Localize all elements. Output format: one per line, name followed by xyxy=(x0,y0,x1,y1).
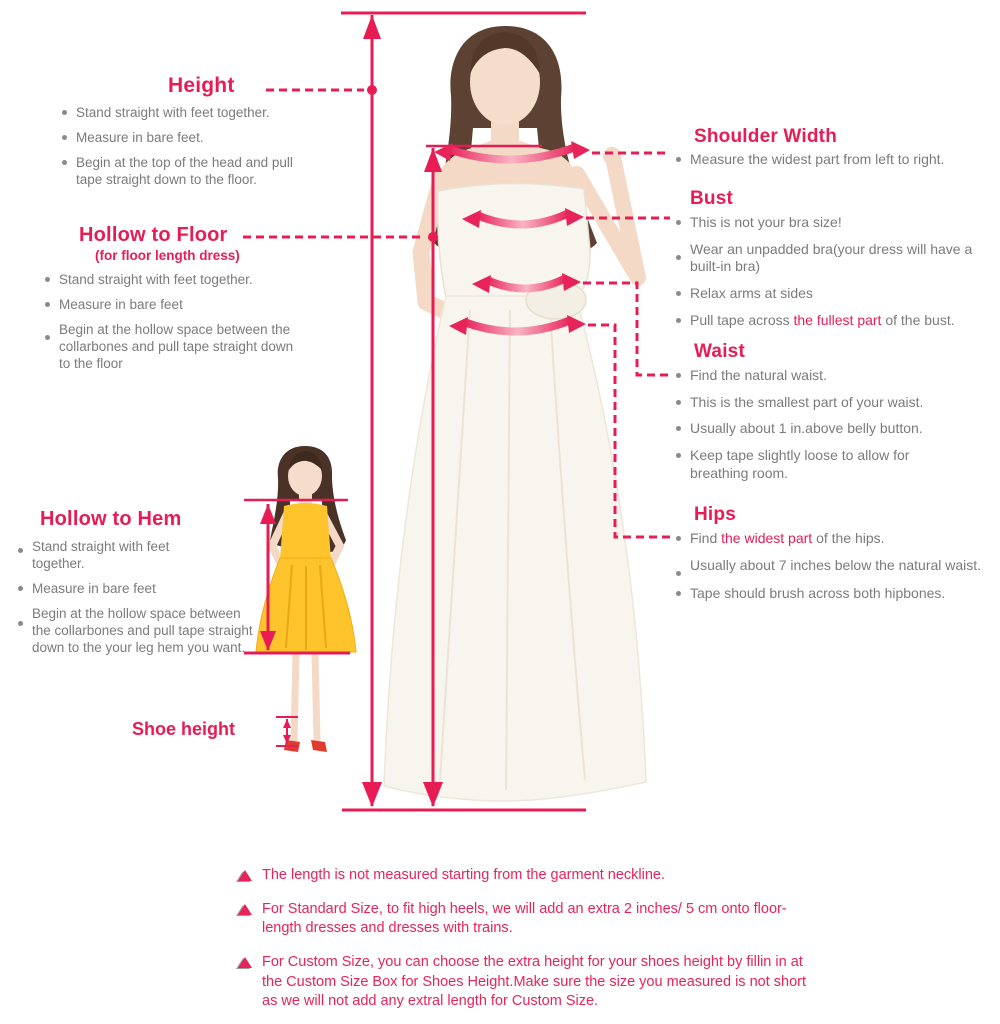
bullet-dot-icon xyxy=(676,453,681,458)
highlighted-text: the widest part xyxy=(721,530,813,546)
hollow-to-hem-title: Hollow to Hem xyxy=(40,508,182,530)
height-title: Height xyxy=(168,74,235,97)
list-item: This is not your bra size! xyxy=(676,214,998,232)
warning-item: For Custom Size, you can choose the extra height for your shoes height by fillin in at the Custom Size Box for Shoes Height.Make sure the size you measured is not short as we will not add any extral length for Custom Size. xyxy=(238,953,823,1010)
list-item: Stand straight with feet together. xyxy=(62,104,334,121)
bullet-dot-icon xyxy=(676,291,681,296)
hips-title: Hips xyxy=(694,504,736,525)
highlighted-text: the fullest part xyxy=(793,311,882,328)
section-hollow-to-floor xyxy=(45,224,345,380)
list-item: Usually about 1 in.above belly button. xyxy=(676,420,998,438)
model-floor-length-dress xyxy=(384,26,646,801)
list-item: Measure the widest part from left to right. xyxy=(676,151,998,169)
list-item: Keep tape slightly loose to allow for breathing room. xyxy=(676,447,998,482)
list-item: Begin at the hollow space between the collarbones and pull tape straight down to the your leg hem you want. xyxy=(18,605,263,656)
section-hips xyxy=(676,504,998,611)
section-shoulder-width xyxy=(676,126,998,178)
warning-triangle-icon xyxy=(238,904,252,915)
list-item: Stand straight with feet together. xyxy=(18,538,263,572)
section-bust xyxy=(676,188,998,338)
bullet-dot-icon xyxy=(676,318,681,323)
list-item: Find the natural waist. xyxy=(676,367,998,385)
bullet-dot-icon xyxy=(676,157,681,162)
bullet-dot-icon xyxy=(676,426,681,431)
shoulder-width-title: Shoulder Width xyxy=(694,126,837,147)
list-item: Begin at the top of the head and pull tape straight down to the floor. xyxy=(62,154,334,188)
bullet-dot-icon xyxy=(676,591,681,596)
warning-item: The length is not measured starting from the garment neckline. xyxy=(238,866,823,885)
bullet-dot-icon xyxy=(18,621,23,626)
section-waist xyxy=(676,341,998,491)
bullet-dot-icon xyxy=(18,548,23,553)
bullet-dot-icon xyxy=(676,255,681,260)
bullet-dot-icon xyxy=(45,277,50,282)
bullet-dot-icon xyxy=(676,400,681,405)
shoe-height-label: Shoe height xyxy=(132,719,235,739)
bullet-dot-icon xyxy=(45,302,50,307)
list-item: Wear an unpadded bra(your dress will have a built-in bra) xyxy=(676,241,998,276)
hollow-to-floor-title: Hollow to Floor xyxy=(79,224,228,246)
bullet-dot-icon xyxy=(62,160,67,165)
list-item: Stand straight with feet together. xyxy=(45,271,325,288)
list-item: Pull tape across the fullest part of the bust. xyxy=(676,312,998,330)
warning-triangle-icon xyxy=(238,957,252,968)
bullet-dot-icon xyxy=(18,586,23,591)
hollow-to-floor-subtitle: (for floor length dress) xyxy=(95,248,240,263)
bullet-dot-icon xyxy=(676,373,681,378)
list-item: Find the widest part of the hips. xyxy=(676,530,998,548)
list-item: Relax arms at sides xyxy=(676,285,998,303)
section-hollow-to-hem xyxy=(18,508,268,664)
bullet-dot-icon xyxy=(62,135,67,140)
warning-item: For Standard Size, to fit high heels, we will add an extra 2 inches/ 5 cm onto floor-length dresses and dresses with trains. xyxy=(238,900,823,938)
waist-title: Waist xyxy=(694,341,745,362)
list-item: Tape should brush across both hipbones. xyxy=(676,585,998,603)
list-item: Measure in bare feet. xyxy=(62,129,334,146)
bullet-dot-icon xyxy=(62,110,67,115)
bullet-dot-icon xyxy=(676,571,681,576)
list-item: Measure in bare feet xyxy=(18,580,263,597)
petite-model-knee-length-dress xyxy=(256,446,356,752)
bullet-dot-icon xyxy=(676,536,681,541)
list-item: Begin at the hollow space between the collarbones and pull tape straight down to the floor xyxy=(45,321,325,372)
bullet-dot-icon xyxy=(45,335,50,340)
size-notes xyxy=(238,866,823,1024)
list-item: Usually about 7 inches below the natural waist. xyxy=(676,557,998,576)
warning-triangle-icon xyxy=(238,870,252,881)
bust-title: Bust xyxy=(690,188,734,209)
list-item: Measure in bare feet xyxy=(45,296,325,313)
section-height xyxy=(62,74,347,196)
list-item: This is the smallest part of your waist. xyxy=(676,394,998,412)
bullet-dot-icon xyxy=(676,220,681,225)
